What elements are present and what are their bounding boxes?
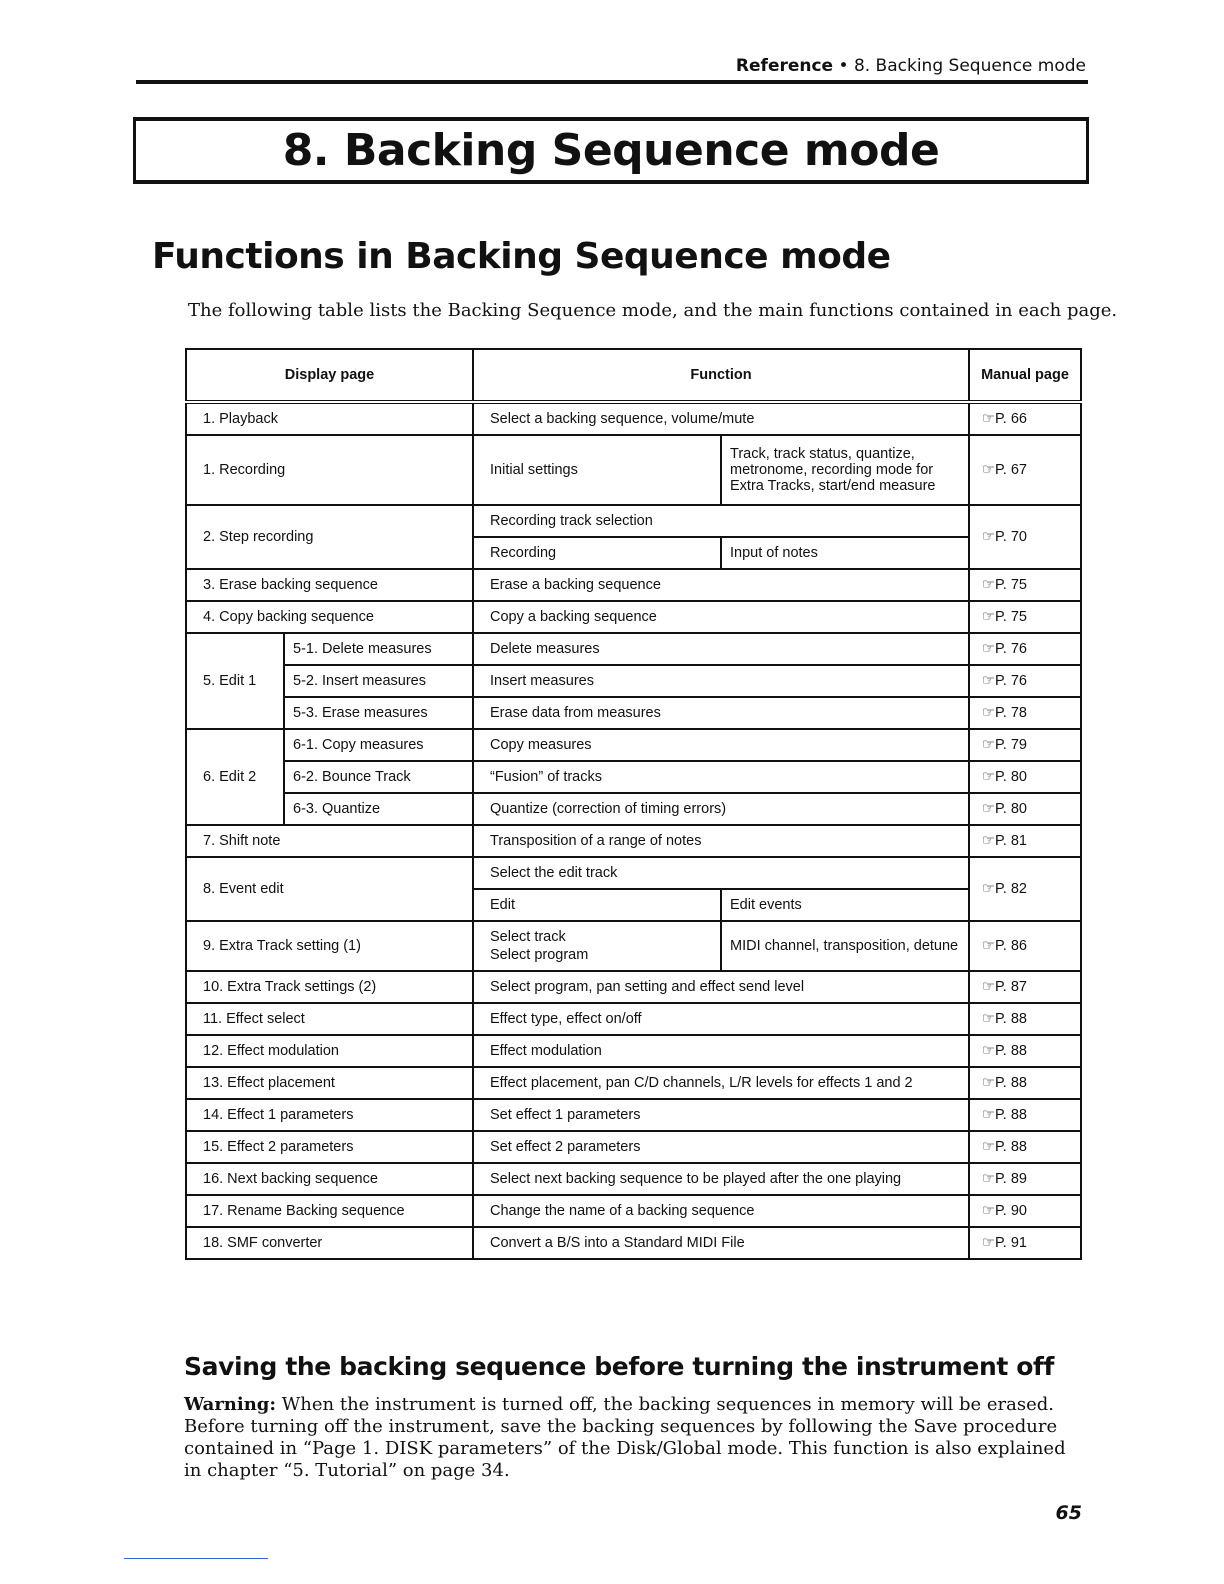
page-ref: P. 82: [995, 881, 1027, 897]
page-cell: [969, 435, 1081, 505]
header-rule: [136, 80, 1088, 84]
page-ref: P. 75: [995, 577, 1027, 593]
page-ref: P. 88: [995, 1075, 1027, 1091]
table-row: [186, 435, 1081, 505]
page-ref: P. 91: [995, 1235, 1027, 1251]
display-cell: 2. Step recording: [186, 505, 473, 569]
function-cell: Erase a backing sequence: [473, 569, 969, 601]
warning-paragraph: [184, 1394, 1084, 1482]
table-row: [186, 505, 1081, 537]
function-cell: Recording: [473, 537, 721, 569]
page-ref: P. 78: [995, 705, 1027, 721]
header-chapter: 8. Backing Sequence mode: [853, 56, 1086, 76]
subpage-cell: 6-1. Copy measures: [284, 729, 473, 761]
function-cell: Select a backing sequence, volume/mute: [473, 402, 969, 435]
page-cell: [969, 825, 1081, 857]
pointing-hand-icon: ☞: [982, 577, 995, 593]
display-cell: 9. Extra Track setting (1): [186, 921, 473, 971]
function-cell: Insert measures: [473, 665, 969, 697]
table-row: [186, 601, 1081, 633]
footer-mark: [124, 1558, 268, 1559]
function-cell: Effect modulation: [473, 1035, 969, 1067]
page-cell: [969, 1227, 1081, 1259]
page-cell: [969, 402, 1081, 435]
display-cell: 12. Effect modulation: [186, 1035, 473, 1067]
table-row: [186, 1003, 1081, 1035]
page-ref: P. 87: [995, 979, 1027, 995]
function-cell: “Fusion” of tracks: [473, 761, 969, 793]
table-row: [186, 569, 1081, 601]
pointing-hand-icon: ☞: [982, 1235, 995, 1251]
pointing-hand-icon: ☞: [982, 881, 995, 897]
page-ref: P. 89: [995, 1171, 1027, 1187]
function-cell: Erase data from measures: [473, 697, 969, 729]
table-row: [186, 697, 1081, 729]
pointing-hand-icon: ☞: [982, 411, 995, 427]
display-cell: 8. Event edit: [186, 857, 473, 921]
pointing-hand-icon: ☞: [982, 673, 995, 689]
page-ref: P. 80: [995, 769, 1027, 785]
page-ref: P. 75: [995, 609, 1027, 625]
page-cell: [969, 505, 1081, 569]
subpage-cell: 5-1. Delete measures: [284, 633, 473, 665]
page-ref: P. 76: [995, 673, 1027, 689]
pointing-hand-icon: ☞: [982, 833, 995, 849]
page-ref: P. 79: [995, 737, 1027, 753]
intro-paragraph: The following table lists the Backing Sequence mode, and the main functions contained in each page.: [188, 300, 1118, 321]
table-row: [186, 1195, 1081, 1227]
page-cell: [969, 857, 1081, 921]
display-cell: 13. Effect placement: [186, 1067, 473, 1099]
pointing-hand-icon: ☞: [982, 737, 995, 753]
page-cell: [969, 921, 1081, 971]
chapter-title: 8. Backing Sequence mode: [282, 125, 940, 176]
function-detail-cell: Track, track status, quantize, metronome, recording mode for Extra Tracks, start/end measure: [721, 435, 969, 505]
function-cell: Select next backing sequence to be played after the one playing: [473, 1163, 969, 1195]
page-ref: P. 81: [995, 833, 1027, 849]
page-ref: P. 88: [995, 1011, 1027, 1027]
function-cell: Recording track selection: [473, 505, 969, 537]
subpage-cell: 6-2. Bounce Track: [284, 761, 473, 793]
header-bullet: •: [838, 56, 849, 76]
display-cell: 6. Edit 2: [186, 729, 284, 825]
warning-label: Warning:: [184, 1394, 277, 1415]
page-cell: [969, 697, 1081, 729]
saving-heading: Saving the backing sequence before turning the instrument off: [184, 1352, 1054, 1381]
pointing-hand-icon: ☞: [982, 1139, 995, 1155]
pointing-hand-icon: ☞: [982, 769, 995, 785]
subpage-cell: 5-2. Insert measures: [284, 665, 473, 697]
page-cell: [969, 601, 1081, 633]
subpage-cell: 5-3. Erase measures: [284, 697, 473, 729]
page-ref: P. 88: [995, 1139, 1027, 1155]
table-row: [186, 1131, 1081, 1163]
pointing-hand-icon: ☞: [982, 801, 995, 817]
page-cell: [969, 761, 1081, 793]
function-cell: Convert a B/S into a Standard MIDI File: [473, 1227, 969, 1259]
table-row: [186, 857, 1081, 889]
table-row: [186, 1035, 1081, 1067]
pointing-hand-icon: ☞: [982, 1107, 995, 1123]
warning-text: When the instrument is turned off, the backing sequences in memory will be erased. Before turning off the instrument, save the backing sequences by following the Save procedure contained in “Page 1. DISK parameters” of the Disk/Global mode. This function is also explained in chapter “5. Tutorial” on page 34.: [184, 1394, 1066, 1481]
table-row: [186, 921, 1081, 971]
chapter-title-box: [133, 117, 1089, 184]
function-cell: Set effect 2 parameters: [473, 1131, 969, 1163]
function-detail-cell: Edit events: [721, 889, 969, 921]
display-cell: 3. Erase backing sequence: [186, 569, 473, 601]
display-cell: 17. Rename Backing sequence: [186, 1195, 473, 1227]
function-cell: Effect placement, pan C/D channels, L/R levels for effects 1 and 2: [473, 1067, 969, 1099]
page-ref: P. 86: [995, 938, 1027, 954]
display-cell: 1. Playback: [186, 402, 473, 435]
display-cell: 18. SMF converter: [186, 1227, 473, 1259]
pointing-hand-icon: ☞: [982, 1075, 995, 1091]
function-detail-cell: Input of notes: [721, 537, 969, 569]
function-cell: Effect type, effect on/off: [473, 1003, 969, 1035]
header-display-page: Display page: [186, 349, 473, 402]
header-function: Function: [473, 349, 969, 402]
display-cell: 1. Recording: [186, 435, 473, 505]
function-cell: Transposition of a range of notes: [473, 825, 969, 857]
page-ref: P. 88: [995, 1043, 1027, 1059]
page-ref: P. 76: [995, 641, 1027, 657]
pointing-hand-icon: ☞: [982, 641, 995, 657]
page-cell: [969, 793, 1081, 825]
function-cell: Select program, pan setting and effect send level: [473, 971, 969, 1003]
header-section: Reference: [735, 56, 834, 76]
page-cell: [969, 1067, 1081, 1099]
display-cell: 16. Next backing sequence: [186, 1163, 473, 1195]
section-title: Functions in Backing Sequence mode: [152, 236, 891, 277]
function-detail-cell: MIDI channel, transposition, detune: [721, 921, 969, 971]
function-cell: Copy a backing sequence: [473, 601, 969, 633]
pointing-hand-icon: ☞: [982, 979, 995, 995]
function-cell: Quantize (correction of timing errors): [473, 793, 969, 825]
page-cell: [969, 1131, 1081, 1163]
table-row: [186, 729, 1081, 761]
pointing-hand-icon: ☞: [982, 609, 995, 625]
page-cell: [969, 569, 1081, 601]
page-cell: [969, 971, 1081, 1003]
page-cell: [969, 729, 1081, 761]
table-row: [186, 1067, 1081, 1099]
table-row: [186, 665, 1081, 697]
running-header: [736, 56, 1086, 76]
display-cell: 10. Extra Track settings (2): [186, 971, 473, 1003]
header-manual-page: Manual page: [969, 349, 1081, 402]
page-cell: [969, 1003, 1081, 1035]
page-cell: [969, 1195, 1081, 1227]
pointing-hand-icon: ☞: [982, 1011, 995, 1027]
display-cell: 15. Effect 2 parameters: [186, 1131, 473, 1163]
page-ref: P. 70: [995, 529, 1027, 545]
subpage-cell: 6-3. Quantize: [284, 793, 473, 825]
table-row: [186, 1163, 1081, 1195]
page-cell: [969, 1163, 1081, 1195]
page-number: 65: [1055, 1502, 1082, 1524]
functions-table: [185, 348, 1082, 1260]
function-cell: Edit: [473, 889, 721, 921]
display-cell: 7. Shift note: [186, 825, 473, 857]
page-ref: P. 88: [995, 1107, 1027, 1123]
function-cell: Copy measures: [473, 729, 969, 761]
table-row: [186, 971, 1081, 1003]
page-cell: [969, 665, 1081, 697]
pointing-hand-icon: ☞: [982, 1203, 995, 1219]
table-row: [186, 402, 1081, 435]
table-row: [186, 793, 1081, 825]
pointing-hand-icon: ☞: [982, 529, 995, 545]
page-cell: [969, 1035, 1081, 1067]
function-cell: Set effect 1 parameters: [473, 1099, 969, 1131]
display-cell: 4. Copy backing sequence: [186, 601, 473, 633]
pointing-hand-icon: ☞: [982, 1171, 995, 1187]
function-cell: Delete measures: [473, 633, 969, 665]
page-ref: P. 66: [995, 411, 1027, 427]
table-row: [186, 1227, 1081, 1259]
display-cell: 14. Effect 1 parameters: [186, 1099, 473, 1131]
page-cell: [969, 1099, 1081, 1131]
table-row: [186, 825, 1081, 857]
display-cell: 5. Edit 1: [186, 633, 284, 729]
function-cell: Initial settings: [473, 435, 721, 505]
page-ref: P. 80: [995, 801, 1027, 817]
pointing-hand-icon: ☞: [982, 938, 995, 954]
function-cell: Change the name of a backing sequence: [473, 1195, 969, 1227]
function-cell: Select track Select program: [473, 921, 721, 971]
table-row: [186, 1099, 1081, 1131]
pointing-hand-icon: ☞: [982, 462, 995, 478]
page-ref: P. 90: [995, 1203, 1027, 1219]
function-cell: Select the edit track: [473, 857, 969, 889]
pointing-hand-icon: ☞: [982, 705, 995, 721]
table-header-row: [186, 349, 1081, 402]
page-ref: P. 67: [995, 462, 1027, 478]
table-row: [186, 761, 1081, 793]
pointing-hand-icon: ☞: [982, 1043, 995, 1059]
page-cell: [969, 633, 1081, 665]
display-cell: 11. Effect select: [186, 1003, 473, 1035]
table-row: [186, 633, 1081, 665]
